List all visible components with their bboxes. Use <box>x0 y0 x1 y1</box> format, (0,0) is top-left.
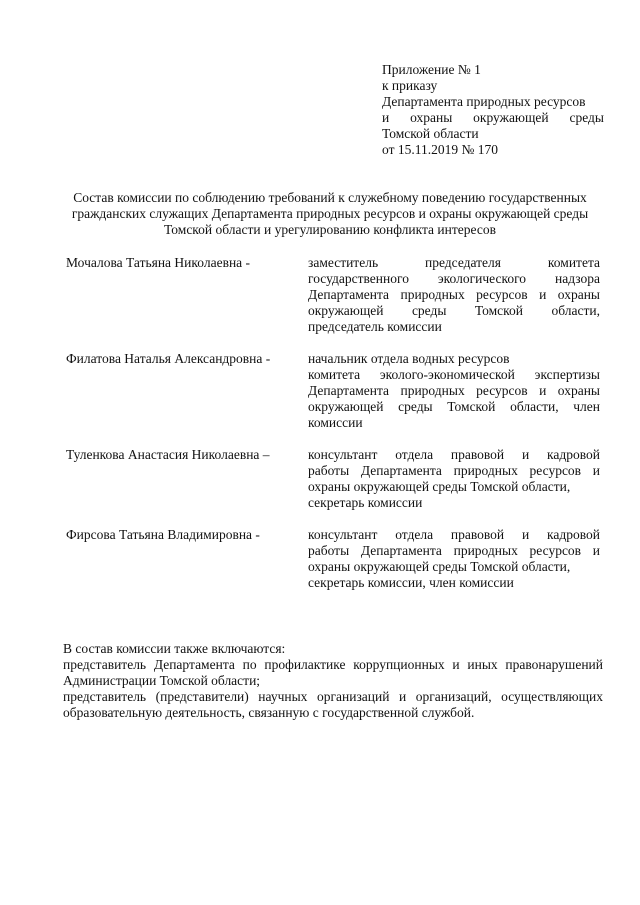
role-line: охраны окружающей среды Томской области, <box>308 559 571 574</box>
role-line: председатель комиссии <box>308 319 442 334</box>
role-line: секретарь комиссии <box>308 495 423 510</box>
document-title: Состав комиссии по соблюдению требований к служебному поведению государственных гражданских служащих Департамента природных ресурсов и охраны окружающей среды Томской области и урегулированию конфликта интересов <box>71 190 589 237</box>
role-line: Департамента природных ресурсов и охраны <box>308 287 600 302</box>
member-name: Филатова Наталья Александровна - <box>66 351 271 366</box>
role-line: охраны окружающей среды Томской области, <box>308 479 571 494</box>
annex-header <box>382 62 604 158</box>
role-line: комиссии <box>308 415 363 430</box>
member-name: Фирсова Татьяна Владимировна - <box>66 527 260 542</box>
role-line: консультант отдела правовой и кадровой <box>308 527 600 542</box>
role-line: государственного экологического надзора <box>308 271 600 286</box>
member-name: Туленкова Анастасия Николаевна – <box>66 447 270 462</box>
annex-date-number: от 15.11.2019 № 170 <box>382 142 498 157</box>
member-role <box>308 447 600 511</box>
additional-member-item: представитель (представители) научных организаций и организаций, осуществляющих образовательную деятельность, связанную с государственной службой. <box>63 689 603 720</box>
member-role <box>308 351 600 431</box>
role-line: секретарь комиссии, член комиссии <box>308 575 514 590</box>
member-role <box>308 527 600 591</box>
role-line: заместитель председателя комитета <box>308 255 600 270</box>
role-line: Департамента природных ресурсов и охраны <box>308 383 600 398</box>
role-line: работы Департамента природных ресурсов и <box>308 463 600 478</box>
additional-members-section <box>63 641 603 721</box>
additional-member-item: представитель Департамента по профилактике коррупционных и иных правонарушений Администрации Томской области; <box>63 657 603 688</box>
annex-department-line2: и охраны окружающей среды <box>382 110 604 125</box>
annex-department-line3: Томской области <box>382 126 479 141</box>
annex-department-line1: Департамента природных ресурсов <box>382 94 586 109</box>
annex-order-ref: к приказу <box>382 78 438 93</box>
member-role <box>308 255 600 335</box>
role-line: работы Департамента природных ресурсов и <box>308 543 600 558</box>
annex-number: Приложение № 1 <box>382 62 481 77</box>
role-line: комитета эколого-экономической экспертизы <box>308 367 600 382</box>
role-line: начальник отдела водных ресурсов <box>308 351 510 366</box>
role-line: консультант отдела правовой и кадровой <box>308 447 600 462</box>
role-line: окружающей среды Томской области, член <box>308 399 600 414</box>
role-line: окружающей среды Томской области, <box>308 303 600 318</box>
member-name: Мочалова Татьяна Николаевна - <box>66 255 251 270</box>
additional-members-intro: В состав комиссии также включаются: <box>63 641 286 656</box>
